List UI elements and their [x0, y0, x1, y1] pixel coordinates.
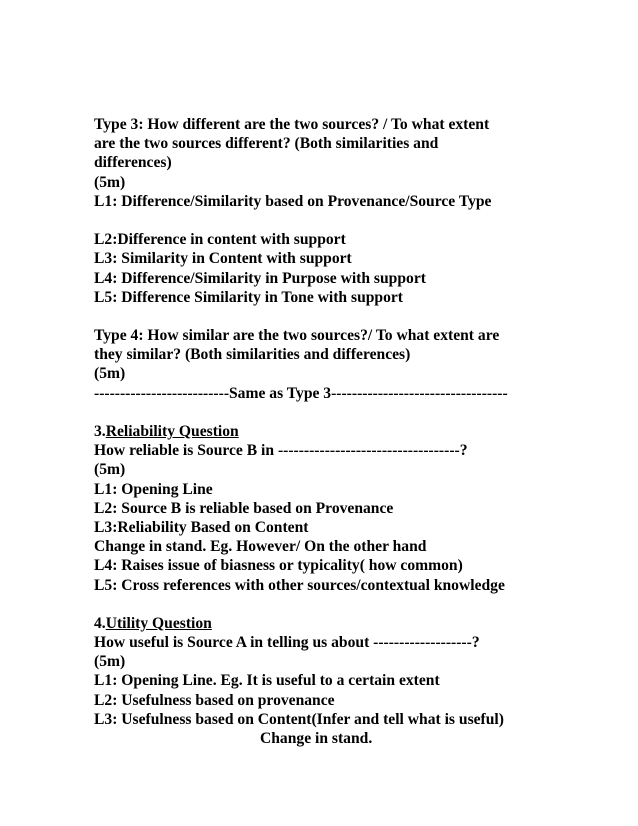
- reliability-title: Reliability Question: [105, 423, 239, 440]
- spacer: [94, 211, 614, 230]
- type3-line: Type 3: How different are the two sources? / To what extent: [94, 116, 490, 133]
- document-body: [94, 115, 614, 748]
- utility-level: L2: Usefulness based on provenance: [94, 691, 335, 709]
- reliability-level: L3:Reliability Based on Content: [94, 518, 309, 536]
- utility-level: L3: Usefulness based on Content(Infer and tell what is useful): [94, 710, 504, 728]
- type3-level: L1: Difference/Similarity based on Provenance/Source Type: [94, 192, 492, 210]
- utility-note: Change in stand.: [260, 730, 373, 747]
- utility-title: Utility Question: [105, 614, 212, 632]
- reliability-note: Change in stand. Eg. However/ On the other hand: [94, 538, 427, 556]
- utility-level: L1: Opening Line. Eg. It is useful to a certain extent: [94, 672, 440, 690]
- type4-same-as-note: --------------------------Same as Type 3----------------------------------: [94, 384, 508, 402]
- type4-marks: (5m): [94, 365, 126, 383]
- type4-line: Type 4: How similar are the two sources?/ To what extent are: [94, 327, 500, 345]
- reliability-section: [94, 422, 614, 595]
- type3-marks: (5m): [94, 173, 126, 191]
- reliability-heading: [94, 422, 614, 441]
- type3-line: differences): [94, 154, 172, 172]
- utility-heading: [94, 614, 614, 633]
- utility-marks: (5m): [94, 653, 126, 671]
- spacer: [94, 403, 614, 422]
- type3-level: L2:Difference in content with support: [94, 231, 346, 249]
- reliability-number: 3.: [94, 423, 106, 440]
- type4-section: [94, 326, 614, 403]
- reliability-question: How reliable is Source B in -----------------------------------?: [94, 442, 468, 460]
- type3-level: L5: Difference Similarity in Tone with support: [94, 288, 403, 306]
- reliability-level: L5: Cross references with other sources/contextual knowledge: [94, 576, 505, 594]
- type4-line: they similar? (Both similarities and differences): [94, 346, 411, 364]
- reliability-marks: (5m): [94, 461, 126, 479]
- reliability-level: L4: Raises issue of biasness or typicality( how common): [94, 557, 463, 575]
- reliability-level: L1: Opening Line: [94, 480, 213, 498]
- type3-level: L3: Similarity in Content with support: [94, 250, 352, 268]
- spacer: [94, 307, 614, 326]
- spacer: [94, 595, 614, 614]
- type3-level: L4: Difference/Similarity in Purpose with support: [94, 269, 426, 287]
- utility-question: How useful is Source A in telling us about -------------------?: [94, 634, 480, 652]
- type3-line: are the two sources different? (Both similarities and: [94, 135, 439, 153]
- reliability-level: L2: Source B is reliable based on Provenance: [94, 499, 394, 517]
- type3-section: [94, 115, 614, 307]
- utility-section: [94, 614, 614, 748]
- utility-number: 4.: [94, 614, 106, 632]
